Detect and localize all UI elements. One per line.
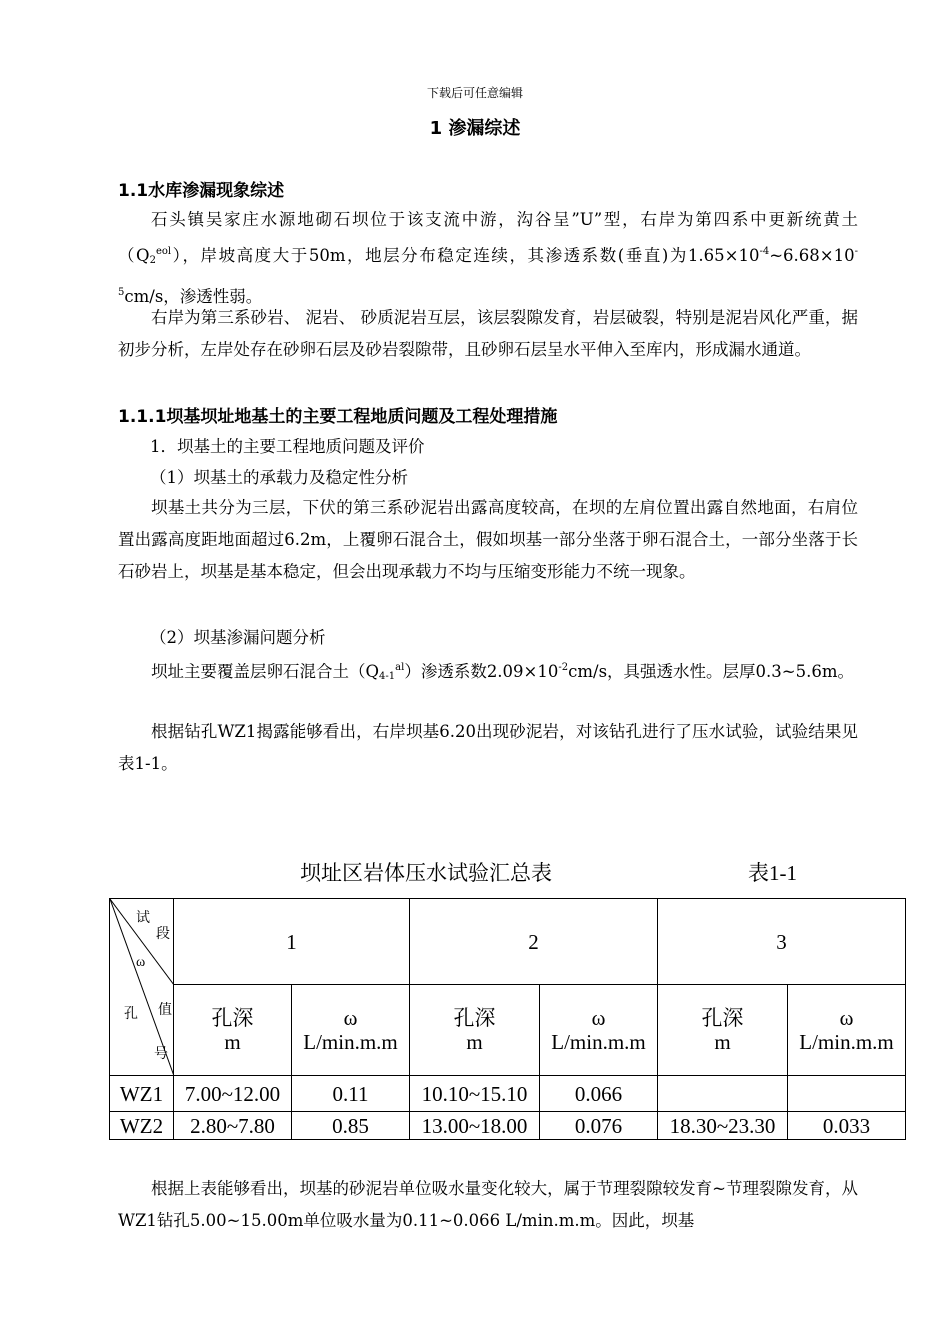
table-cell: WZ1 (110, 1076, 174, 1112)
paragraph-6: 根据上表能够看出，坝基的砂泥岩单位吸水量变化较大，属于节理裂隙较发育~节理裂隙发育，从WZ1钻孔5.00~15.00m单位吸水量为0.11~0.066 L/min.m.m。因此，坝基 (118, 1179, 858, 1230)
section-heading-1-1-1: 1.1.1坝基坝址地基土的主要工程地质问题及工程处理措施 (118, 407, 558, 427)
document-title: 1 渗漏综述 (429, 118, 521, 139)
sub-header-omega: ω L/min.m.m (788, 985, 906, 1076)
group-header-1: 1 (174, 899, 410, 985)
table-cell: 0.85 (292, 1112, 410, 1140)
table-cell: WZ2 (110, 1112, 174, 1140)
list-item-2: （1）坝基土的承载力及稳定性分析 (150, 468, 408, 487)
table-cell (658, 1076, 788, 1112)
section-heading-1-1: 1.1水库渗漏现象综述 (118, 181, 285, 201)
page-header: 下载后可任意编辑 (426, 86, 523, 100)
group-header-3: 3 (658, 899, 906, 985)
diag-label-duan: 段 (156, 927, 170, 942)
table-row (110, 1112, 906, 1140)
sub-header-depth: 孔深 m (174, 985, 292, 1076)
table-number: 表1-1 (748, 861, 797, 885)
diagonal-header-cell (110, 899, 174, 1076)
list-item-3: （2）坝基渗漏问题分析 (150, 628, 326, 647)
paragraph-1: 石头镇吴家庄水源地砌石坝位于该支流中游，沟谷呈”U”型，右岸为第四系中更新统黄土$(Q_2^{eol})$，岸坡高度大于50m，地层分布稳定连续，其渗透系数(垂直)为$1.65\times 10^{-4}\sim 6.68\times 10^{-5}cm/s$，渗透性弱。 (118, 210, 859, 306)
sub-header-omega: ω L/min.m.m (292, 985, 410, 1076)
table-cell: 2.80~7.80 (174, 1112, 292, 1140)
table-cell: 7.00~12.00 (174, 1076, 292, 1112)
sub-header-depth: 孔深 m (410, 985, 540, 1076)
list-item-1: 1．坝基土的主要工程地质问题及评价 (150, 437, 425, 456)
paragraph-5: 根据钻孔WZ1揭露能够看出，右岸坝基6.20出现砂泥岩，对该钻孔进行了压水试验，试验结果见表1-1。 (118, 722, 858, 773)
table-cell (788, 1076, 906, 1112)
pressure-test-table (109, 898, 906, 1140)
sub-header-depth: 孔深 m (658, 985, 788, 1076)
paragraph-4: 坝址主要覆盖层卵石混合土$(Q_{4-1}^{al})$渗透系数$2.09\times 10^{-2}cm/s$，具强透水性。层厚0.3~5.6m。 (151, 662, 854, 682)
table-caption: 坝址区岩体压水试验汇总表 (300, 861, 552, 885)
table-cell: 0.066 (540, 1076, 658, 1112)
diag-label-zhi: 值 (158, 1003, 172, 1018)
table-cell: 0.076 (540, 1112, 658, 1140)
table-cell: 0.033 (788, 1112, 906, 1140)
group-header-2: 2 (410, 899, 658, 985)
table-cell: 0.11 (292, 1076, 410, 1112)
table-cell: 18.30~23.30 (658, 1112, 788, 1140)
diag-label-hao: 号 (154, 1047, 168, 1062)
table-row (110, 1076, 906, 1112)
sub-header-omega: ω L/min.m.m (540, 985, 658, 1076)
diag-label-shi: 试 (136, 911, 150, 926)
diag-label-omega: ω (136, 955, 146, 970)
diag-label-kong: 孔 (124, 1007, 138, 1022)
table-cell: 10.10~15.10 (410, 1076, 540, 1112)
paragraph-2: 右岸为第三系砂岩、 泥岩、 砂质泥岩互层，该层裂隙发育，岩层破裂，特别是泥岩风化严重，据初步分析，左岸处存在砂卵石层及砂岩裂隙带，且砂卵石层呈水平伸入至库内，形成漏水通道。 (118, 308, 858, 359)
table-cell: 13.00~18.00 (410, 1112, 540, 1140)
paragraph-3: 坝基土共分为三层，下伏的第三系砂泥岩出露高度较高，在坝的左肩位置出露自然地面，右肩位置出露高度距地面超过6.2m，上覆卵石混合土，假如坝基一部分坐落于卵石混合土，一部分坐落于长石砂岩上，坝基是基本稳定，但会出现承载力不均与压缩变形能力不统一现象。 (118, 498, 858, 581)
